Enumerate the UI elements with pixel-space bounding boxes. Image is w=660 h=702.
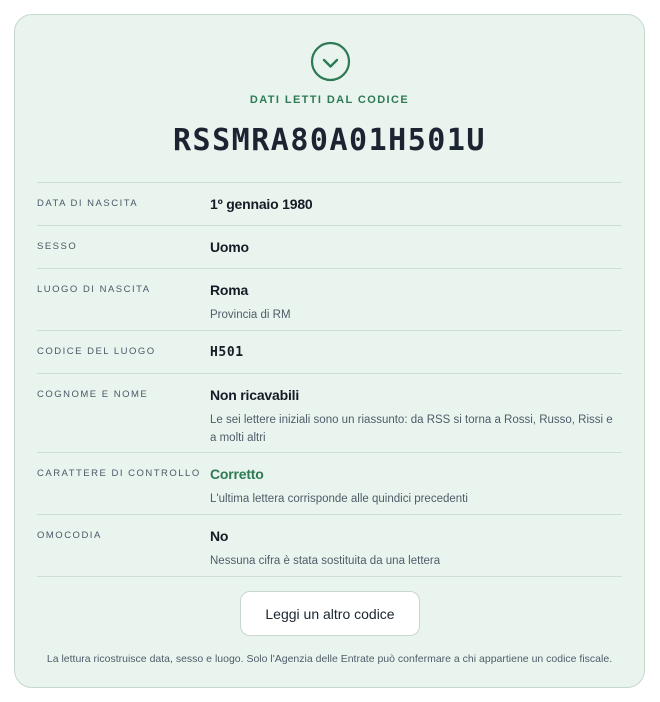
- row-value: No: [210, 528, 229, 544]
- row-label: LUOGO DI NASCITA: [37, 284, 151, 295]
- row-note: L'ultima lettera corrisponde alle quindici precedenti: [210, 493, 468, 505]
- footer-note: La lettura ricostruisce data, sesso e luogo. Solo l'Agenzia delle Entrate può confermare a chi appartiene un codice fiscale.: [46, 653, 613, 665]
- row-value: Non ricavabili: [210, 387, 300, 403]
- row-label: DATA DI NASCITA: [37, 198, 139, 209]
- row-value: Roma: [210, 282, 249, 298]
- row-birth-date: [37, 182, 622, 225]
- row-label: OMOCODIA: [37, 530, 102, 541]
- row-check-char: [37, 452, 622, 514]
- result-card: [14, 14, 645, 688]
- row-value: 1º gennaio 1980: [210, 196, 313, 212]
- row-place-code: [37, 330, 622, 373]
- check-circle-icon: [310, 41, 351, 82]
- row-label: CARATTERE DI CONTROLLO: [37, 468, 201, 479]
- row-value: H501: [210, 345, 244, 360]
- row-value: Uomo: [210, 239, 249, 255]
- row-note: Le sei lettere iniziali sono un riassunto: da RSS si torna a Rossi, Russo, Rissi e a molti altri: [210, 414, 613, 444]
- row-omocodia: [37, 514, 622, 577]
- row-name: [37, 373, 622, 452]
- details-list: [37, 182, 622, 577]
- row-note: Provincia di RM: [210, 309, 291, 321]
- row-label: SESSO: [37, 241, 78, 252]
- row-sex: [37, 225, 622, 268]
- row-label: CODICE DEL LUOGO: [37, 346, 156, 357]
- row-note: Nessuna cifra è stata sostituita da una lettera: [210, 555, 441, 567]
- row-value: Corretto: [210, 466, 264, 482]
- row-label: COGNOME E NOME: [37, 389, 149, 400]
- fiscal-code: RSSMRA80A01H501U: [173, 123, 486, 158]
- section-eyebrow: DATI LETTI DAL CODICE: [249, 94, 410, 106]
- read-another-code-button[interactable]: Leggi un altro codice: [240, 591, 420, 636]
- row-birth-place: [37, 268, 622, 330]
